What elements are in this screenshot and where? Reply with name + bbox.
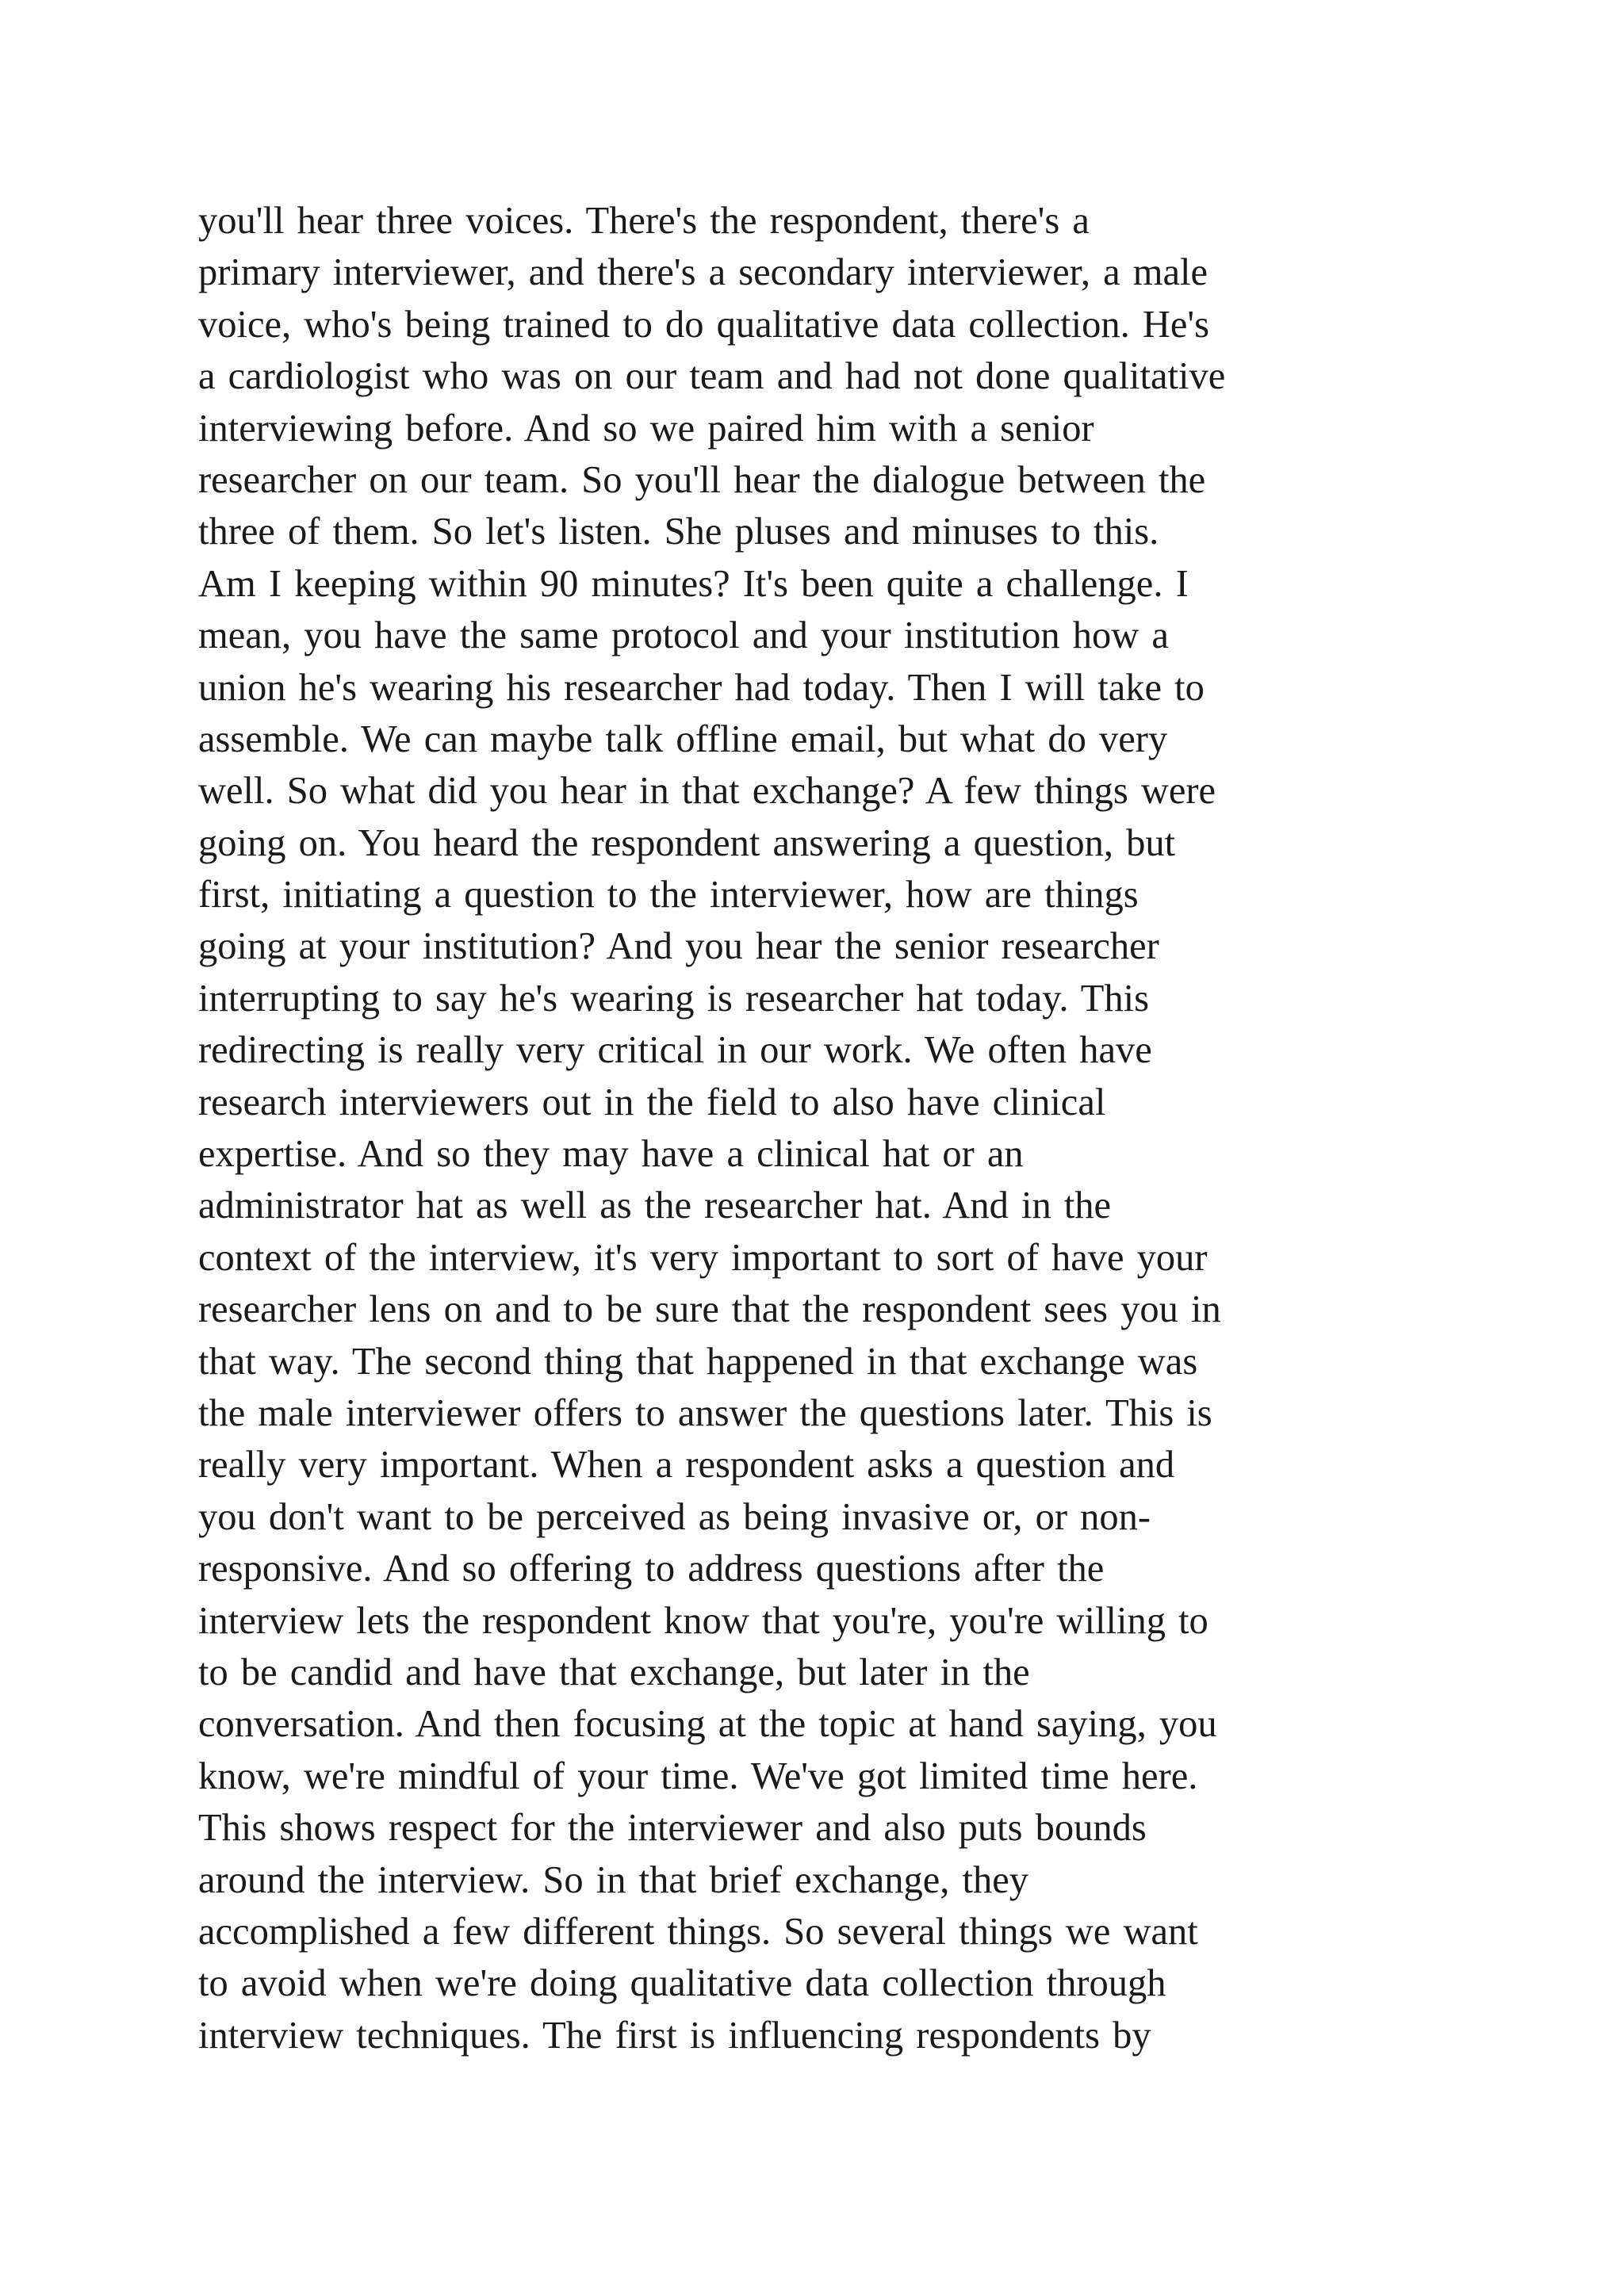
text-line: really very important. When a respondent asks a question and (198, 1444, 1175, 1487)
text-line: you'll hear three voices. There's the respondent, there's a (198, 200, 1090, 242)
text-line: mean, you have the same protocol and your institution how a (198, 614, 1169, 657)
text-line: voice, who's being trained to do qualitative data collection. He's (198, 303, 1210, 346)
text-line: to avoid when we're doing qualitative data collection through (198, 1962, 1166, 2005)
text-line: the male interviewer offers to answer the questions later. This is (198, 1391, 1212, 1434)
text-line: redirecting is really very critical in our work. We often have (198, 1029, 1152, 1072)
text-line: assemble. We can maybe talk offline email, but what do very (198, 718, 1168, 760)
text-line: interrupting to say he's wearing is researcher hat today. This (198, 977, 1149, 1020)
text-line: research interviewers out in the field to also have clinical (198, 1081, 1106, 1123)
body-text (198, 195, 1451, 2061)
text-line: well. So what did you hear in that exchange? A few things were (198, 770, 1216, 813)
text-line: Am I keeping within 90 minutes? It's been quite a challenge. I (198, 562, 1189, 605)
text-line: responsive. And so offering to address questions after the (198, 1548, 1105, 1590)
text-line: going on. You heard the respondent answering a question, but (198, 821, 1176, 864)
text-line: union he's wearing his researcher had today. Then I will take to (198, 666, 1205, 709)
text-line: going at your institution? And you hear the senior researcher (198, 925, 1159, 968)
text-line: interview lets the respondent know that you're, you're willing to (198, 1599, 1208, 1642)
text-line: conversation. And then focusing at the topic at hand saying, you (198, 1703, 1217, 1746)
text-line: administrator hat as well as the researcher hat. And in the (198, 1184, 1112, 1227)
text-line: researcher lens on and to be sure that the respondent sees you in (198, 1288, 1221, 1331)
text-line: a cardiologist who was on our team and had not done qualitative (198, 355, 1226, 398)
text-line: interviewing before. And so we paired him with a senior (198, 407, 1094, 450)
text-line: know, we're mindful of your time. We've got limited time here. (198, 1755, 1198, 1797)
text-line: context of the interview, it's very important to sort of have your (198, 1236, 1208, 1279)
text-line: expertise. And so they may have a clinical hat or an (198, 1133, 1024, 1176)
text-line: interview techniques. The first is influencing respondents by (198, 2014, 1151, 2057)
text-line: accomplished a few different things. So several things we want (198, 1910, 1198, 1953)
text-line: researcher on our team. So you'll hear the dialogue between the (198, 458, 1206, 501)
text-line: to be candid and have that exchange, but later in the (198, 1651, 1030, 1693)
text-line: three of them. So let's listen. She pluses and minuses to this. (198, 511, 1159, 553)
text-line: around the interview. So in that brief exchange, they (198, 1858, 1029, 1901)
text-line: primary interviewer, and there's a secondary interviewer, a male (198, 251, 1208, 294)
text-line: that way. The second thing that happened in that exchange was (198, 1340, 1198, 1383)
text-line: you don't want to be perceived as being invasive or, or non- (198, 1495, 1151, 1538)
text-line: This shows respect for the interviewer and also puts bounds (198, 1807, 1147, 1850)
text-line: first, initiating a question to the interviewer, how are things (198, 874, 1139, 916)
